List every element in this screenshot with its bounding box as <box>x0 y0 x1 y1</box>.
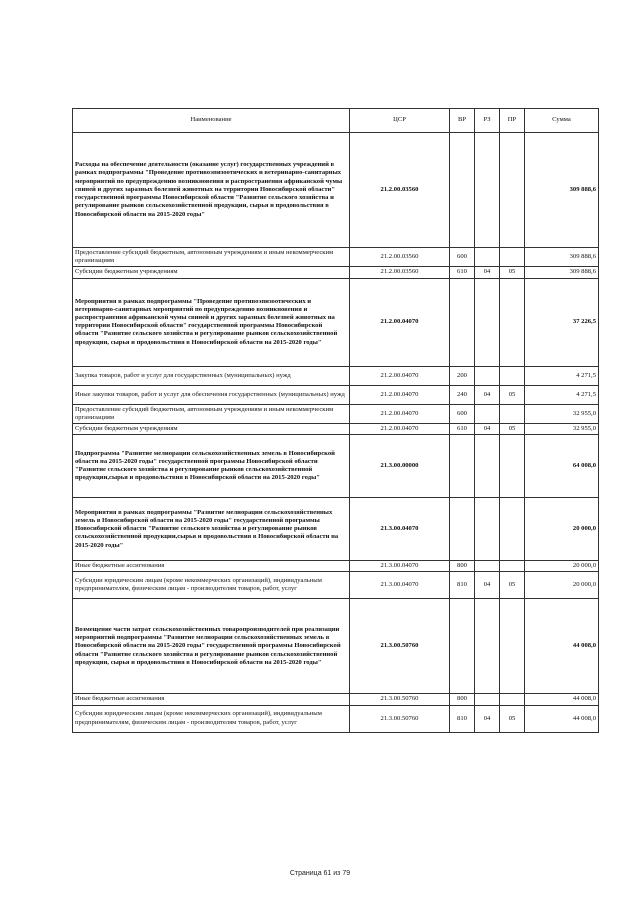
cell-sum: 20 000,0 <box>525 498 599 561</box>
table-row <box>73 267 599 278</box>
cell-vr: 200 <box>450 366 475 385</box>
table-row <box>73 435 599 498</box>
header-sum: Сумма <box>525 109 599 133</box>
cell-csr: 21.3.00.50760 <box>350 599 450 694</box>
cell-pr <box>500 133 525 248</box>
cell-vr <box>450 599 475 694</box>
cell-pr <box>500 366 525 385</box>
table-row <box>73 404 599 423</box>
cell-csr: 21.2.00.04070 <box>350 278 450 366</box>
cell-vr: 800 <box>450 694 475 705</box>
cell-name: Мероприятия в рамках подпрограммы "Развитие мелиорации сельскохозяйственных земель в Новосибирской области на 2015-2020 годы" государственной программы Новосибирской области "Развитие сельского хозяйства и регулирование рынков сельскохозяйственной продукции,сырья и продовольствия в Новосибирской области на 2015-2020 годы" <box>73 498 350 561</box>
table-row <box>73 133 599 248</box>
table-row <box>73 278 599 366</box>
cell-csr: 21.2.00.03560 <box>350 267 450 278</box>
cell-vr: 810 <box>450 572 475 599</box>
cell-pr <box>500 561 525 572</box>
cell-rz: 04 <box>475 572 500 599</box>
budget-table <box>72 108 599 733</box>
cell-name: Субсидии юридическим лицам (кроме некоммерческих организаций), индивидуальным предпринимателям, физическим лицам - производителям товаров, работ, услуг <box>73 705 350 732</box>
cell-vr: 800 <box>450 561 475 572</box>
cell-name: Расходы на обеспечение деятельности (оказание услуг) государственных учреждений в рамках подпрограммы "Проведение противоэпизоотических и ветеринарно-санитарных мероприятий по предупреждению возникновения и распространения африканской чумы свиней и других заразных болезней животных на территории Новосибирской области" государственной программы Новосибирской области "Развитие сельского хозяйства и регулирование рынков сельскохозяйственной продукции, сырья и продовольствия в Новосибирской области на 2015-2020 годы" <box>73 133 350 248</box>
cell-csr: 21.2.00.03560 <box>350 248 450 267</box>
cell-sum: 32 955,0 <box>525 404 599 423</box>
cell-vr <box>450 133 475 248</box>
table-row <box>73 599 599 694</box>
cell-csr: 21.3.00.00000 <box>350 435 450 498</box>
cell-name: Мероприятия в рамках подпрограммы "Проведение противоэпизоотических и ветеринарно-санитарных мероприятий по предупреждению возникновения и распространения африканской чумы свиней и других заразных болезней животных на территории Новосибирской области" государственной программы Новосибирской области "Развитие сельского хозяйства и регулирование рынков сельскохозяйственной продукции, сырья и продовольствия в Новосибирской области на 2015-2020 годы" <box>73 278 350 366</box>
cell-sum: 4 271,5 <box>525 385 599 404</box>
cell-rz <box>475 561 500 572</box>
table-row <box>73 498 599 561</box>
cell-csr: 21.3.00.04070 <box>350 498 450 561</box>
table-row <box>73 424 599 435</box>
cell-pr <box>500 435 525 498</box>
cell-csr: 21.2.00.04070 <box>350 385 450 404</box>
cell-name: Субсидии бюджетным учреждениям <box>73 267 350 278</box>
cell-csr: 21.2.00.03560 <box>350 133 450 248</box>
cell-sum: 309 888,6 <box>525 248 599 267</box>
cell-name: Субсидии юридическим лицам (кроме некоммерческих организаций), индивидуальным предпринимателям, физическим лицам - производителям товаров, работ, услуг <box>73 572 350 599</box>
cell-name: Подпрограмма "Развитие мелиорации сельскохозяйственных земель в Новосибирской области на 2015-2020 годы" государственной программы Новосибирской области "Развитие сельского хозяйства и регулирование рынков сельскохозяйственной продукции,сырья и продовольствия в Новосибирской области на 2015-2020 годы" <box>73 435 350 498</box>
cell-pr: 05 <box>500 705 525 732</box>
cell-rz <box>475 248 500 267</box>
header-rz: РЗ <box>475 109 500 133</box>
cell-csr: 21.2.00.04070 <box>350 424 450 435</box>
cell-rz <box>475 694 500 705</box>
cell-pr <box>500 694 525 705</box>
cell-vr <box>450 278 475 366</box>
cell-rz <box>475 133 500 248</box>
cell-pr <box>500 404 525 423</box>
header-vr: ВР <box>450 109 475 133</box>
table-row <box>73 694 599 705</box>
table-body <box>73 133 599 733</box>
cell-sum: 37 226,5 <box>525 278 599 366</box>
header-csr: ЦСР <box>350 109 450 133</box>
cell-rz: 04 <box>475 267 500 278</box>
cell-rz <box>475 435 500 498</box>
cell-name: Субсидии бюджетным учреждениям <box>73 424 350 435</box>
cell-pr: 05 <box>500 385 525 404</box>
cell-csr: 21.3.00.04070 <box>350 572 450 599</box>
cell-vr <box>450 498 475 561</box>
cell-csr: 21.3.00.04070 <box>350 561 450 572</box>
cell-sum: 4 271,5 <box>525 366 599 385</box>
cell-rz <box>475 599 500 694</box>
cell-vr: 240 <box>450 385 475 404</box>
table-row <box>73 572 599 599</box>
cell-name: Предоставление субсидий бюджетным, автономным учреждениям и иным некоммерческим организациям <box>73 248 350 267</box>
table-header-row <box>73 109 599 133</box>
cell-pr: 05 <box>500 572 525 599</box>
cell-vr <box>450 435 475 498</box>
cell-name: Возмещение части затрат сельскохозяйственных товаропроизводителей при реализации мероприятий подпрограммы "Развитие мелиорации сельскохозяйственных земель в Новосибирской области на 2015-2020 годы" государственной программы Новосибирской области "Развитие сельского хозяйства и регулирование рынков сельскохозяйственной продукции, сырья и продовольствия в Новосибирской области на 2015-2020 годы" <box>73 599 350 694</box>
table-row <box>73 561 599 572</box>
cell-sum: 64 008,0 <box>525 435 599 498</box>
page-number: Страница 61 из 79 <box>289 870 351 877</box>
table-row <box>73 248 599 267</box>
cell-sum: 309 888,6 <box>525 267 599 278</box>
table-row <box>73 705 599 732</box>
header-name: Наименование <box>73 109 350 133</box>
cell-rz: 04 <box>475 705 500 732</box>
cell-csr: 21.2.00.04070 <box>350 404 450 423</box>
cell-pr: 05 <box>500 424 525 435</box>
cell-vr: 600 <box>450 248 475 267</box>
cell-sum: 309 888,6 <box>525 133 599 248</box>
header-pr: ПР <box>500 109 525 133</box>
cell-rz <box>475 278 500 366</box>
cell-name: Иные бюджетные ассигнования <box>73 561 350 572</box>
cell-sum: 44 008,0 <box>525 694 599 705</box>
cell-rz <box>475 404 500 423</box>
cell-vr: 810 <box>450 705 475 732</box>
cell-pr <box>500 278 525 366</box>
cell-vr: 600 <box>450 404 475 423</box>
cell-csr: 21.3.00.50760 <box>350 694 450 705</box>
cell-csr: 21.2.00.04070 <box>350 366 450 385</box>
cell-vr: 610 <box>450 424 475 435</box>
cell-sum: 20 000,0 <box>525 572 599 599</box>
cell-vr: 610 <box>450 267 475 278</box>
cell-sum: 32 955,0 <box>525 424 599 435</box>
table-row <box>73 385 599 404</box>
cell-sum: 44 008,0 <box>525 705 599 732</box>
cell-name: Иные бюджетные ассигнования <box>73 694 350 705</box>
cell-rz <box>475 366 500 385</box>
cell-sum: 20 000,0 <box>525 561 599 572</box>
cell-name: Предоставление субсидий бюджетным, автономным учреждениям и иным некоммерческим организациям <box>73 404 350 423</box>
cell-name: Иные закупки товаров, работ и услуг для обеспечения государственных (муниципальных) нужд <box>73 385 350 404</box>
cell-rz <box>475 498 500 561</box>
cell-sum: 44 008,0 <box>525 599 599 694</box>
table-row <box>73 366 599 385</box>
cell-pr <box>500 599 525 694</box>
cell-pr <box>500 248 525 267</box>
cell-csr: 21.3.00.50760 <box>350 705 450 732</box>
cell-pr <box>500 498 525 561</box>
cell-pr: 05 <box>500 267 525 278</box>
cell-rz: 04 <box>475 385 500 404</box>
cell-name: Закупка товаров, работ и услуг для государственных (муниципальных) нужд <box>73 366 350 385</box>
cell-rz: 04 <box>475 424 500 435</box>
